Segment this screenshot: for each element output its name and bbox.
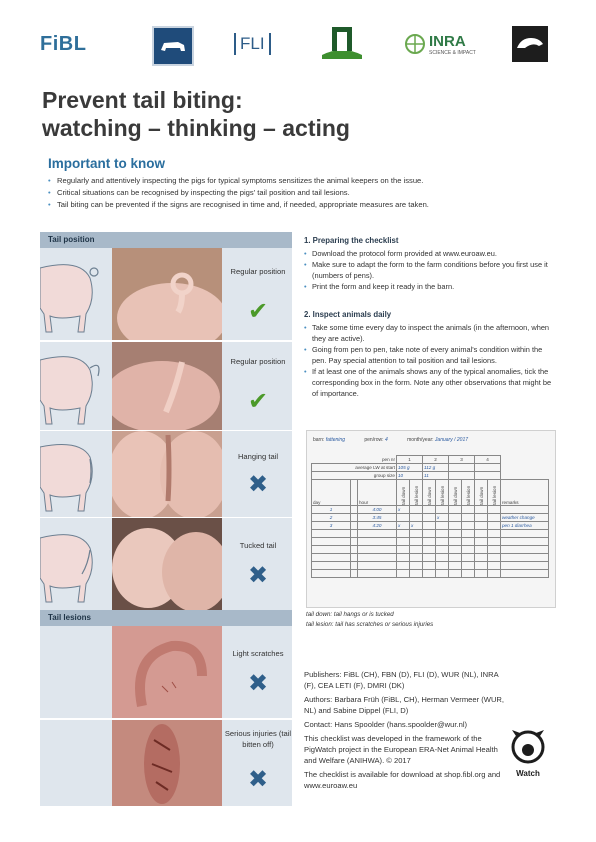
step-item: • Print the form and keep it ready in the barn. bbox=[304, 281, 556, 292]
pig-rear-drawing bbox=[40, 518, 112, 610]
table-row bbox=[312, 570, 549, 578]
step-2 bbox=[304, 310, 556, 399]
title-line-2: watching – thinking – acting bbox=[42, 115, 350, 141]
table-row bbox=[312, 562, 549, 570]
table-row bbox=[312, 554, 549, 562]
pen-nr: 4 bbox=[475, 456, 501, 464]
step-item: • If at least one of the animals shows any of the typical anomalies, tick the corresponding box in the form. Note any other observations that might be of importance. bbox=[304, 366, 556, 399]
mark-cell bbox=[410, 514, 423, 522]
tail-lesion-row bbox=[40, 719, 292, 806]
tail-lesion-header: tail lesion bbox=[436, 480, 449, 506]
mark-cell bbox=[436, 522, 449, 530]
cross-icon: ✖ bbox=[247, 766, 269, 793]
availability-text: The checklist is available for download at shop.fibl.org and www.euroaw.eu bbox=[304, 770, 501, 790]
important-heading: Important to know bbox=[48, 156, 165, 171]
mark-cell bbox=[475, 506, 488, 514]
tail-position-heading: Tail position bbox=[40, 232, 292, 248]
pigwatch-logo bbox=[508, 730, 548, 778]
table-row bbox=[312, 538, 549, 546]
step-1-list bbox=[304, 248, 556, 292]
pig-silhouette-icon bbox=[515, 32, 545, 56]
mark-cell bbox=[488, 506, 501, 514]
avg-weight bbox=[475, 464, 501, 472]
pigwatch-logo-text: Watch bbox=[516, 769, 540, 778]
wur-logo bbox=[318, 22, 366, 62]
step-item: • Make sure to adapt the form to the farm conditions before you first use it (numbers of pens). bbox=[304, 259, 556, 281]
tail-lesion-row bbox=[40, 626, 292, 718]
hanging-tail-photo bbox=[112, 431, 222, 517]
hour-cell: 3:45 bbox=[358, 514, 397, 522]
mark-cell: x bbox=[436, 514, 449, 522]
legend-line-2: tail lesion: tail has scratches or serious injuries bbox=[306, 621, 434, 628]
cross-icon: ✖ bbox=[247, 471, 269, 498]
mark-cell bbox=[449, 522, 462, 530]
checklist-form bbox=[306, 430, 556, 608]
pen-nr-label: pen nr bbox=[381, 456, 395, 462]
inra-logo bbox=[404, 22, 476, 66]
remark-cell: pen 1 diarrhea bbox=[501, 522, 549, 530]
mark-cell: x bbox=[397, 506, 410, 514]
barn-label: barn: bbox=[313, 437, 325, 443]
barn-value: fattening bbox=[325, 437, 345, 443]
form-header bbox=[313, 437, 468, 443]
row-label: Regular position bbox=[230, 267, 286, 276]
fbn-logo bbox=[152, 26, 194, 66]
row-label: Tucked tail bbox=[239, 541, 277, 550]
raised-tail-photo bbox=[112, 342, 222, 430]
month-label: month/year: bbox=[407, 437, 434, 443]
tail-down-header: tail down bbox=[423, 480, 436, 506]
step-item: • Going from pen to pen, take note of every animal's condition within the pen. Pay special attention to tail position and tail lesions. bbox=[304, 344, 556, 366]
mark-cell: x bbox=[397, 522, 410, 530]
step-1-heading: 1. Preparing the checklist bbox=[304, 236, 399, 245]
group-size bbox=[475, 472, 501, 480]
checkmark-icon: ✔ bbox=[247, 298, 269, 325]
legend-line-1: tail down: tail hangs or is tucked bbox=[306, 611, 394, 618]
inra-logo-text: INRA bbox=[429, 32, 466, 50]
group-size: 11 bbox=[423, 472, 449, 480]
day-cell: 3 bbox=[312, 522, 351, 530]
step-1 bbox=[304, 236, 556, 292]
step-item: • Take some time every day to inspect the animals (in the afternoon, when they are active). bbox=[304, 322, 556, 344]
tail-position-row bbox=[40, 517, 292, 610]
mark-cell bbox=[423, 506, 436, 514]
remark-cell: weather change bbox=[501, 514, 549, 522]
cow-icon bbox=[158, 36, 188, 56]
pen-label: pen/row: bbox=[364, 437, 384, 443]
checkmark-icon: ✔ bbox=[247, 388, 269, 415]
form-legend bbox=[306, 610, 556, 630]
group-size bbox=[449, 472, 475, 480]
curled-tail-photo bbox=[112, 248, 222, 340]
day-header: day bbox=[312, 480, 351, 506]
hour-header: hour bbox=[358, 480, 397, 506]
important-item: • Critical situations can be recognised by inspecting the pigs' tail position and tail lesions. bbox=[48, 187, 548, 199]
table-row bbox=[312, 522, 549, 530]
avg-weight: 105 g bbox=[397, 464, 423, 472]
page-title bbox=[42, 86, 542, 142]
developed-text: This checklist was developed in the framework of the PigWatch project in the European ERA-Net Animal Health and Welfare (ANIHWA). © 2017 bbox=[304, 734, 498, 765]
mark-cell bbox=[423, 522, 436, 530]
pig-head-icon bbox=[508, 730, 548, 764]
table-row bbox=[312, 514, 549, 522]
authors-text: Authors: Barbara Früh (FiBL, CH), Herman Vermeer (WUR, NL) and Sabine Dippel (FLI, D) bbox=[304, 695, 505, 715]
tail-lesion-header: tail lesion bbox=[462, 480, 475, 506]
serious-injuries-photo bbox=[112, 720, 222, 806]
inra-globe-icon bbox=[404, 33, 426, 55]
avg-weight-label: average LW at start bbox=[312, 464, 397, 472]
tail-lesion-header: tail lesion bbox=[410, 480, 423, 506]
pen-value: 4 bbox=[384, 437, 388, 443]
tail-position-row bbox=[40, 248, 292, 340]
important-list bbox=[48, 175, 548, 211]
pen-nr: 2 bbox=[423, 456, 449, 464]
publishers-text: Publishers: FiBL (CH), FBN (D), FLI (D), WUR (NL), INRA (F), CEA LETI (F), DMRI (DK) bbox=[304, 670, 499, 690]
pig-rear-drawing bbox=[40, 342, 112, 430]
publication-info bbox=[304, 669, 509, 791]
avg-weight bbox=[449, 464, 475, 472]
mark-cell bbox=[462, 514, 475, 522]
row-label: Light scratches bbox=[232, 649, 284, 658]
mark-cell bbox=[488, 522, 501, 530]
table-row bbox=[312, 530, 549, 538]
step-2-heading: 2. Inspect animals daily bbox=[304, 310, 392, 319]
important-item: • Regularly and attentively inspecting the pigs for typical symptoms sensitizes the animal keepers on the issue. bbox=[48, 175, 548, 187]
mark-cell bbox=[462, 522, 475, 530]
hour-cell: 4:20 bbox=[358, 522, 397, 530]
avg-weight: 112 g bbox=[423, 464, 449, 472]
day-cell: 2 bbox=[312, 514, 351, 522]
mark-cell bbox=[462, 506, 475, 514]
tail-down-header: tail down bbox=[449, 480, 462, 506]
tail-position-row bbox=[40, 341, 292, 430]
month-value: January / 2017 bbox=[434, 437, 469, 443]
row-label: Hanging tail bbox=[237, 452, 279, 461]
step-2-list bbox=[304, 322, 556, 399]
pen-nr: 1 bbox=[397, 456, 423, 464]
pig-rear-drawing bbox=[40, 248, 112, 340]
tail-lesion-header: tail lesion bbox=[488, 480, 501, 506]
mark-cell bbox=[410, 506, 423, 514]
day-cell: 1 bbox=[312, 506, 351, 514]
mark-cell bbox=[449, 506, 462, 514]
cross-icon: ✖ bbox=[247, 562, 269, 589]
important-item: • Tail biting can be prevented if the signs are recognised in time and, if needed, appropriate measures are taken. bbox=[48, 199, 548, 211]
wur-emblem-icon bbox=[320, 23, 364, 61]
step-item: • Download the protocol form provided at www.euroaw.eu. bbox=[304, 248, 556, 259]
dmri-logo bbox=[512, 26, 548, 62]
tucked-tail-photo bbox=[112, 518, 222, 610]
contact-text: Contact: Hans Spoolder (hans.spoolder@wur.nl) bbox=[304, 720, 468, 729]
mark-cell bbox=[397, 514, 410, 522]
mark-cell bbox=[475, 514, 488, 522]
table-row bbox=[312, 546, 549, 554]
group-size-label: group size bbox=[312, 472, 397, 480]
pig-rear-drawing bbox=[40, 431, 112, 517]
fli-logo-text: FLI bbox=[240, 34, 265, 53]
inra-logo-subtitle: SCIENCE & IMPACT bbox=[429, 49, 476, 56]
logo-row bbox=[0, 22, 596, 66]
tail-down-header: tail down bbox=[397, 480, 410, 506]
tail-position-row bbox=[40, 430, 292, 517]
table-row bbox=[312, 506, 549, 514]
cross-icon: ✖ bbox=[247, 670, 269, 697]
mark-cell bbox=[449, 514, 462, 522]
fli-logo bbox=[230, 22, 275, 66]
remark-cell bbox=[501, 506, 549, 514]
group-size: 10 bbox=[397, 472, 423, 480]
fibl-logo: FiBL bbox=[40, 32, 87, 55]
hour-cell: 4:00 bbox=[358, 506, 397, 514]
mark-cell bbox=[436, 506, 449, 514]
title-line-1: Prevent tail biting: bbox=[42, 87, 243, 113]
form-table bbox=[311, 455, 549, 578]
mark-cell bbox=[488, 514, 501, 522]
tail-lesions-heading: Tail lesions bbox=[40, 610, 292, 626]
remarks-header: remarks bbox=[501, 480, 549, 506]
mark-cell: x bbox=[410, 522, 423, 530]
pen-nr: 3 bbox=[449, 456, 475, 464]
mark-cell bbox=[475, 522, 488, 530]
mark-cell bbox=[423, 514, 436, 522]
row-label: Regular position bbox=[230, 357, 286, 366]
row-label: Serious injuries (tail bitten off) bbox=[224, 729, 292, 749]
tail-down-header: tail down bbox=[475, 480, 488, 506]
light-scratches-photo bbox=[112, 626, 222, 718]
